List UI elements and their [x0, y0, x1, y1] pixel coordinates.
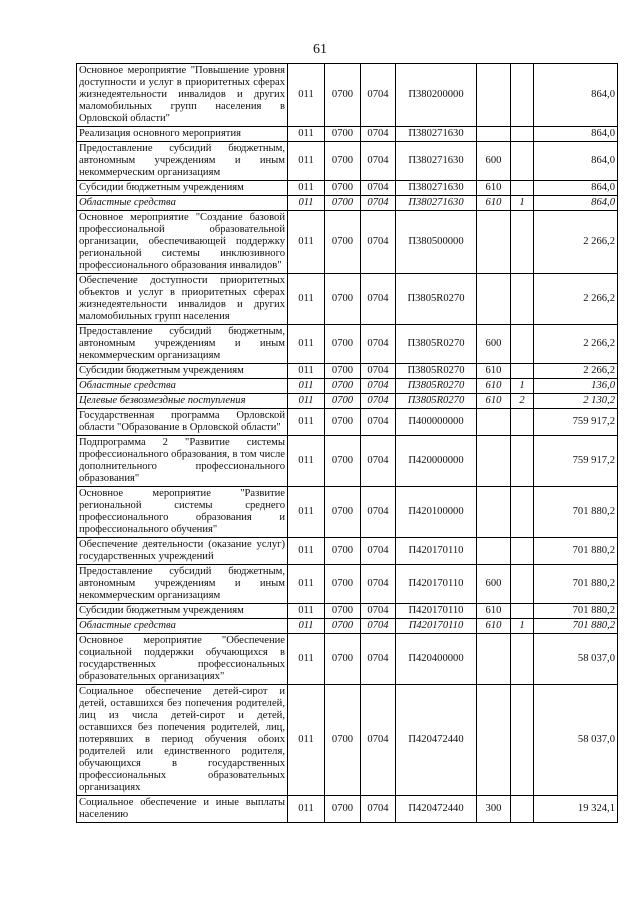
funding-source-cell	[511, 604, 534, 619]
amount-cell: 864,0	[534, 142, 618, 181]
table-row	[77, 394, 618, 409]
expense-type-cell	[477, 487, 511, 538]
funding-source-cell	[511, 274, 534, 325]
expense-type-cell	[477, 634, 511, 685]
expense-type-cell	[477, 64, 511, 127]
table-row	[77, 274, 618, 325]
amount-cell: 701 880,2	[534, 619, 618, 634]
funding-source-cell	[511, 211, 534, 274]
table-row	[77, 685, 618, 796]
target-article-cell: П420170110	[396, 565, 477, 604]
item-name-cell: Обеспечение доступности приоритетных объектов и услуг в приоритетных сферах жизнедеятельности инвалидов и других маломобильных групп населения	[77, 274, 288, 325]
amount-cell: 136,0	[534, 379, 618, 394]
subsection-code-cell: 0704	[361, 619, 396, 634]
grbs-code-cell: 011	[288, 436, 325, 487]
grbs-code-cell: 011	[288, 142, 325, 181]
target-article-cell: П380271630	[396, 127, 477, 142]
subsection-code-cell: 0704	[361, 196, 396, 211]
subsection-code-cell: 0704	[361, 127, 396, 142]
amount-cell: 2 266,2	[534, 211, 618, 274]
grbs-code-cell: 011	[288, 685, 325, 796]
grbs-code-cell: 011	[288, 325, 325, 364]
funding-source-cell	[511, 538, 534, 565]
amount-cell: 2 266,2	[534, 274, 618, 325]
grbs-code-cell: 011	[288, 379, 325, 394]
expense-type-cell	[477, 685, 511, 796]
amount-cell: 864,0	[534, 181, 618, 196]
table-row	[77, 565, 618, 604]
table-row	[77, 538, 618, 565]
expense-type-cell: 610	[477, 181, 511, 196]
section-code-cell: 0700	[325, 196, 361, 211]
target-article-cell: П380271630	[396, 196, 477, 211]
funding-source-cell	[511, 487, 534, 538]
section-code-cell: 0700	[325, 64, 361, 127]
item-name-cell: Государственная программа Орловской области "Образование в Орловской области"	[77, 409, 288, 436]
table-row	[77, 409, 618, 436]
target-article-cell: П420400000	[396, 634, 477, 685]
expense-type-cell: 610	[477, 364, 511, 379]
item-name-cell: Предоставление субсидий бюджетным, автономным учреждениям и иным некоммерческим организациям	[77, 142, 288, 181]
grbs-code-cell: 011	[288, 634, 325, 685]
target-article-cell: П420472440	[396, 685, 477, 796]
section-code-cell: 0700	[325, 379, 361, 394]
grbs-code-cell: 011	[288, 64, 325, 127]
item-name-cell: Областные средства	[77, 619, 288, 634]
target-article-cell: П380500000	[396, 211, 477, 274]
funding-source-cell	[511, 127, 534, 142]
funding-source-cell	[511, 142, 534, 181]
amount-cell: 58 037,0	[534, 634, 618, 685]
item-name-cell: Субсидии бюджетным учреждениям	[77, 604, 288, 619]
amount-cell: 701 880,2	[534, 565, 618, 604]
item-name-cell: Целевые безвозмездные поступления	[77, 394, 288, 409]
table-row	[77, 604, 618, 619]
page-number: 61	[313, 42, 327, 57]
amount-cell: 759 917,2	[534, 436, 618, 487]
target-article-cell: П420100000	[396, 487, 477, 538]
funding-source-cell	[511, 436, 534, 487]
table-row	[77, 64, 618, 127]
funding-source-cell: 1	[511, 196, 534, 211]
expense-type-cell: 600	[477, 565, 511, 604]
amount-cell: 864,0	[534, 127, 618, 142]
target-article-cell: П3805R0270	[396, 394, 477, 409]
subsection-code-cell: 0704	[361, 325, 396, 364]
amount-cell: 701 880,2	[534, 538, 618, 565]
grbs-code-cell: 011	[288, 211, 325, 274]
amount-cell: 2 266,2	[534, 364, 618, 379]
item-name-cell: Реализация основного мероприятия	[77, 127, 288, 142]
target-article-cell: П380200000	[396, 64, 477, 127]
amount-cell: 2 266,2	[534, 325, 618, 364]
expense-type-cell: 610	[477, 379, 511, 394]
item-name-cell: Субсидии бюджетным учреждениям	[77, 181, 288, 196]
subsection-code-cell: 0704	[361, 409, 396, 436]
table-row	[77, 436, 618, 487]
grbs-code-cell: 011	[288, 364, 325, 379]
section-code-cell: 0700	[325, 394, 361, 409]
subsection-code-cell: 0704	[361, 364, 396, 379]
subsection-code-cell: 0704	[361, 379, 396, 394]
grbs-code-cell: 011	[288, 538, 325, 565]
grbs-code-cell: 011	[288, 796, 325, 823]
subsection-code-cell: 0704	[361, 211, 396, 274]
section-code-cell: 0700	[325, 604, 361, 619]
target-article-cell: П420000000	[396, 436, 477, 487]
target-article-cell: П380271630	[396, 142, 477, 181]
expense-type-cell	[477, 127, 511, 142]
section-code-cell: 0700	[325, 796, 361, 823]
target-article-cell: П3805R0270	[396, 379, 477, 394]
target-article-cell: П3805R0270	[396, 364, 477, 379]
subsection-code-cell: 0704	[361, 604, 396, 619]
item-name-cell: Областные средства	[77, 196, 288, 211]
expense-type-cell	[477, 211, 511, 274]
table-row	[77, 487, 618, 538]
target-article-cell: П420170110	[396, 619, 477, 634]
section-code-cell: 0700	[325, 685, 361, 796]
item-name-cell: Основное мероприятие "Повышение уровня доступности и услуг в приоритетных сферах жизнедеятельности инвалидов и других маломобильных групп населения в Орловской области"	[77, 64, 288, 127]
funding-source-cell	[511, 409, 534, 436]
section-code-cell: 0700	[325, 211, 361, 274]
expense-type-cell: 610	[477, 619, 511, 634]
section-code-cell: 0700	[325, 325, 361, 364]
funding-source-cell	[511, 325, 534, 364]
target-article-cell: П420170110	[396, 604, 477, 619]
expense-type-cell	[477, 538, 511, 565]
funding-source-cell	[511, 634, 534, 685]
subsection-code-cell: 0704	[361, 142, 396, 181]
subsection-code-cell: 0704	[361, 274, 396, 325]
table-row	[77, 181, 618, 196]
table-row	[77, 634, 618, 685]
section-code-cell: 0700	[325, 181, 361, 196]
subsection-code-cell: 0704	[361, 685, 396, 796]
amount-cell: 701 880,2	[534, 487, 618, 538]
section-code-cell: 0700	[325, 364, 361, 379]
expense-type-cell	[477, 409, 511, 436]
table-row	[77, 796, 618, 823]
table-row	[77, 379, 618, 394]
item-name-cell: Подпрограмма 2 "Развитие системы профессионального образования, в том числе дополнительного профессионального образования"	[77, 436, 288, 487]
budget-table	[76, 63, 618, 823]
item-name-cell: Основное мероприятие "Развитие региональной системы среднего профессионального образования и профессионального обучения"	[77, 487, 288, 538]
expense-type-cell: 610	[477, 394, 511, 409]
section-code-cell: 0700	[325, 436, 361, 487]
amount-cell: 759 917,2	[534, 409, 618, 436]
grbs-code-cell: 011	[288, 127, 325, 142]
subsection-code-cell: 0704	[361, 394, 396, 409]
item-name-cell: Социальное обеспечение детей-сирот и детей, оставшихся без попечения родителей, лиц из числа детей-сирот и детей, оставшихся без попечения родителей, лиц, потерявших в период обучения обоих родителей или единственного родителя, обучающихся в государственных профессиональных образовательных организациях	[77, 685, 288, 796]
table-row	[77, 619, 618, 634]
target-article-cell: П420170110	[396, 538, 477, 565]
funding-source-cell	[511, 181, 534, 196]
grbs-code-cell: 011	[288, 604, 325, 619]
amount-cell: 864,0	[534, 196, 618, 211]
subsection-code-cell: 0704	[361, 64, 396, 127]
funding-source-cell	[511, 364, 534, 379]
amount-cell: 19 324,1	[534, 796, 618, 823]
target-article-cell: П380271630	[396, 181, 477, 196]
subsection-code-cell: 0704	[361, 181, 396, 196]
table-row	[77, 127, 618, 142]
subsection-code-cell: 0704	[361, 565, 396, 604]
expense-type-cell: 610	[477, 604, 511, 619]
section-code-cell: 0700	[325, 409, 361, 436]
item-name-cell: Основное мероприятие "Создание базовой профессиональной образовательной организации, обеспечивающей поддержку региональной системы инклюзивного профессионального образования инвалидов"	[77, 211, 288, 274]
table-row	[77, 325, 618, 364]
item-name-cell: Областные средства	[77, 379, 288, 394]
table-row	[77, 211, 618, 274]
funding-source-cell	[511, 64, 534, 127]
grbs-code-cell: 011	[288, 394, 325, 409]
subsection-code-cell: 0704	[361, 634, 396, 685]
target-article-cell: П400000000	[396, 409, 477, 436]
grbs-code-cell: 011	[288, 196, 325, 211]
funding-source-cell	[511, 685, 534, 796]
grbs-code-cell: 011	[288, 181, 325, 196]
table-body	[77, 64, 618, 823]
amount-cell: 58 037,0	[534, 685, 618, 796]
section-code-cell: 0700	[325, 274, 361, 325]
subsection-code-cell: 0704	[361, 436, 396, 487]
target-article-cell: П3805R0270	[396, 325, 477, 364]
amount-cell: 701 880,2	[534, 604, 618, 619]
expense-type-cell: 610	[477, 196, 511, 211]
item-name-cell: Предоставление субсидий бюджетным, автономным учреждениям и иным некоммерческим организациям	[77, 565, 288, 604]
funding-source-cell: 2	[511, 394, 534, 409]
funding-source-cell	[511, 565, 534, 604]
grbs-code-cell: 011	[288, 565, 325, 604]
item-name-cell: Основное мероприятие "Обеспечение социальной поддержки обучающихся в государственных профессиональных образовательных организациях"	[77, 634, 288, 685]
item-name-cell: Предоставление субсидий бюджетным, автономным учреждениям и иным некоммерческим организациям	[77, 325, 288, 364]
item-name-cell: Обеспечение деятельности (оказание услуг) государственных учреждений	[77, 538, 288, 565]
funding-source-cell: 1	[511, 379, 534, 394]
grbs-code-cell: 011	[288, 619, 325, 634]
target-article-cell: П3805R0270	[396, 274, 477, 325]
item-name-cell: Субсидии бюджетным учреждениям	[77, 364, 288, 379]
section-code-cell: 0700	[325, 538, 361, 565]
grbs-code-cell: 011	[288, 274, 325, 325]
table-row	[77, 196, 618, 211]
section-code-cell: 0700	[325, 127, 361, 142]
amount-cell: 2 130,2	[534, 394, 618, 409]
section-code-cell: 0700	[325, 634, 361, 685]
grbs-code-cell: 011	[288, 487, 325, 538]
subsection-code-cell: 0704	[361, 538, 396, 565]
funding-source-cell: 1	[511, 619, 534, 634]
expense-type-cell: 300	[477, 796, 511, 823]
table-row	[77, 142, 618, 181]
target-article-cell: П420472440	[396, 796, 477, 823]
subsection-code-cell: 0704	[361, 487, 396, 538]
expense-type-cell	[477, 436, 511, 487]
expense-type-cell	[477, 274, 511, 325]
grbs-code-cell: 011	[288, 409, 325, 436]
expense-type-cell: 600	[477, 325, 511, 364]
table-row	[77, 364, 618, 379]
section-code-cell: 0700	[325, 487, 361, 538]
expense-type-cell: 600	[477, 142, 511, 181]
section-code-cell: 0700	[325, 619, 361, 634]
funding-source-cell	[511, 796, 534, 823]
item-name-cell: Социальное обеспечение и иные выплаты населению	[77, 796, 288, 823]
amount-cell: 864,0	[534, 64, 618, 127]
section-code-cell: 0700	[325, 565, 361, 604]
section-code-cell: 0700	[325, 142, 361, 181]
subsection-code-cell: 0704	[361, 796, 396, 823]
